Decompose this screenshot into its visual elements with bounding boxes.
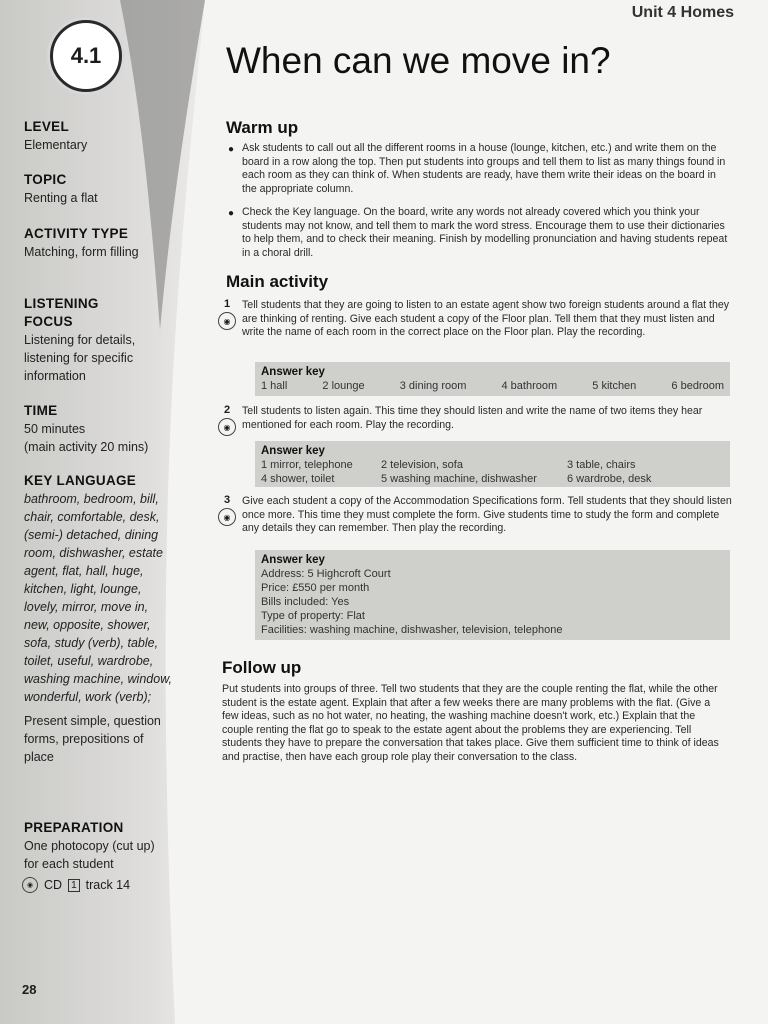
time-value: 50 minutes: [24, 422, 86, 436]
preparation-heading: PREPARATION: [24, 820, 124, 835]
answer-key-heading: Answer key: [261, 554, 325, 566]
page-number: 28: [22, 982, 37, 997]
key-language-list: bathroom, bedroom, bill, chair, comfortable, desk, (semi-) detached, dining room, dishwasher, estate agent, flat, hall, huge, kitchen, light, lounge, lovely, mirror, move in, new, opposite, shower, sofa, study (verb), table, toilet, useful, wardrobe, washing machine, window, wonderful, work (verb);: [24, 492, 172, 704]
key-language-section: [24, 472, 176, 766]
field-label: Address:: [261, 568, 305, 580]
activity-section: [24, 225, 144, 261]
warmup-heading: Warm up: [226, 118, 299, 137]
listening-value: Listening for details, listening for specific information: [24, 333, 136, 383]
follow-up-heading: Follow up: [222, 658, 302, 677]
topic-section: [24, 171, 179, 207]
topic-value: Renting a flat: [24, 191, 98, 205]
time-section: [24, 402, 179, 456]
bullet-icon: ●: [228, 144, 235, 155]
answer-item: 1 hall: [261, 380, 288, 392]
page-title: When can we move in?: [226, 40, 611, 81]
answer-row: [261, 595, 724, 609]
listening-heading-2: FOCUS: [24, 314, 73, 329]
bullet-icon: ●: [228, 208, 235, 219]
answer-row: [261, 567, 724, 581]
answer-item: 5 washing machine, dishwasher: [381, 473, 537, 485]
answer-item: 3 dining room: [399, 380, 467, 392]
listening-heading-1: LISTENING: [24, 296, 99, 311]
answer-item: 6 bedroom: [671, 380, 724, 392]
answer-row: [261, 623, 724, 637]
field-label: Type of property:: [261, 610, 344, 622]
warmup-bullet-2: Check the Key language. On the board, write any words not already covered which you think your students may not know, and tell them to mark the word stress. Encourage them to use their dictionaries to help them, and to check their meaning. Finish by modelling pronunciation and having students repeat in a choral drill.: [242, 206, 728, 259]
follow-up-text: Put students into groups of three. Tell two students that they are the couple renting the flat, while the other student is the estate agent. Explain that after a few weeks there are many problems with the flat. (Give a few ideas, such as no hot water, no heating, the washing machine doesn't work, etc.) Explain that the couple renting the flat go to speak to the estate agent about the problems they are experiencing. Tell students they have to prepare the conversation that takes place. Give them sufficient time to think of ideas and practise, then have each group role play their conversation to the class.: [222, 683, 719, 763]
step-2-text: Tell students to listen again. This time they should listen and write the name of two items they hear mentioned for each room. Play the recording.: [242, 405, 703, 431]
field-label: Price:: [261, 582, 290, 594]
step-number: 2: [224, 404, 231, 416]
answer-key-heading: Answer key: [261, 366, 325, 378]
grammar-note: Present simple, question forms, prepositions of place: [24, 714, 161, 764]
answer-row: [261, 581, 724, 595]
main-activity-heading: Main activity: [226, 272, 329, 291]
cd-icon: ◉: [218, 418, 236, 436]
answer-key-box-3: [255, 550, 730, 640]
field-value: Flat: [346, 610, 365, 622]
step-number: 3: [224, 494, 231, 506]
answer-key-box-1: [255, 362, 730, 396]
answer-item: 6 wardrobe, desk: [567, 473, 652, 485]
listening-section: [24, 295, 149, 385]
field-label: Facilities:: [261, 624, 307, 636]
level-value: Elementary: [24, 138, 88, 152]
step-number: 1: [224, 298, 231, 310]
track-label: track 14: [85, 878, 131, 892]
preparation-value: One photocopy (cut up) for each student: [24, 839, 155, 871]
topic-heading: TOPIC: [24, 172, 67, 187]
field-value: 5 Highcroft Court: [307, 568, 391, 580]
answer-item: 3 table, chairs: [567, 459, 636, 471]
cd-icon: ◉: [22, 877, 38, 893]
field-label: Bills included:: [261, 596, 329, 608]
step-3-text: Give each student a copy of the Accommodation Specifications form. Tell students that they should listen once more. This time they must complete the form. Give students time to study the form and complete any details they can remember. Then play the recording.: [242, 495, 732, 534]
level-heading: LEVEL: [24, 119, 70, 134]
answer-item: 2 lounge: [322, 380, 365, 392]
cd-number: 1: [68, 879, 80, 892]
time-heading: TIME: [24, 403, 58, 418]
time-detail: (main activity 20 mins): [24, 440, 149, 454]
level-section: [24, 118, 179, 154]
cd-track: [22, 877, 130, 893]
lesson-number-badge: 4.1: [50, 20, 122, 92]
step-1-text: Tell students that they are going to listen to an estate agent show two foreign students around a flat they are thinking of renting. Give each student a copy of the Floor plan. Tell them that they must listen and write the name of each room in the correct place on the Floor plan. Play the recording.: [242, 299, 730, 338]
warmup-bullet-1: Ask students to call out all the different rooms in a house (lounge, kitchen, etc.) and write them on the board in a row along the top. Then put students into groups and tell them to list as many things found in each room as they can think of. When students are ready, have them write their ideas on the board in the appropriate column.: [242, 142, 726, 195]
answer-item: 1 mirror, telephone: [261, 459, 353, 471]
activity-heading: ACTIVITY TYPE: [24, 226, 129, 241]
field-value: Yes: [331, 596, 350, 608]
key-language-heading: KEY LANGUAGE: [24, 473, 137, 488]
answer-item: 4 bathroom: [501, 380, 558, 392]
cd-icon: ◉: [218, 312, 236, 330]
answer-item: 5 kitchen: [592, 380, 637, 392]
activity-value: Matching, form filling: [24, 245, 139, 259]
cd-label: CD: [44, 878, 63, 892]
field-value: £550 per month: [292, 582, 370, 594]
cd-icon: ◉: [218, 508, 236, 526]
answer-row: [261, 609, 724, 623]
field-value: washing machine, dishwasher, television, telephone: [309, 624, 563, 636]
unit-header: Unit 4 Homes: [631, 4, 734, 21]
answer-item: 2 television, sofa: [381, 459, 463, 471]
answer-key-box-2: [255, 441, 730, 487]
preparation-section: [24, 819, 164, 873]
answer-key-heading: Answer key: [261, 445, 325, 457]
answer-item: 4 shower, toilet: [261, 473, 335, 485]
